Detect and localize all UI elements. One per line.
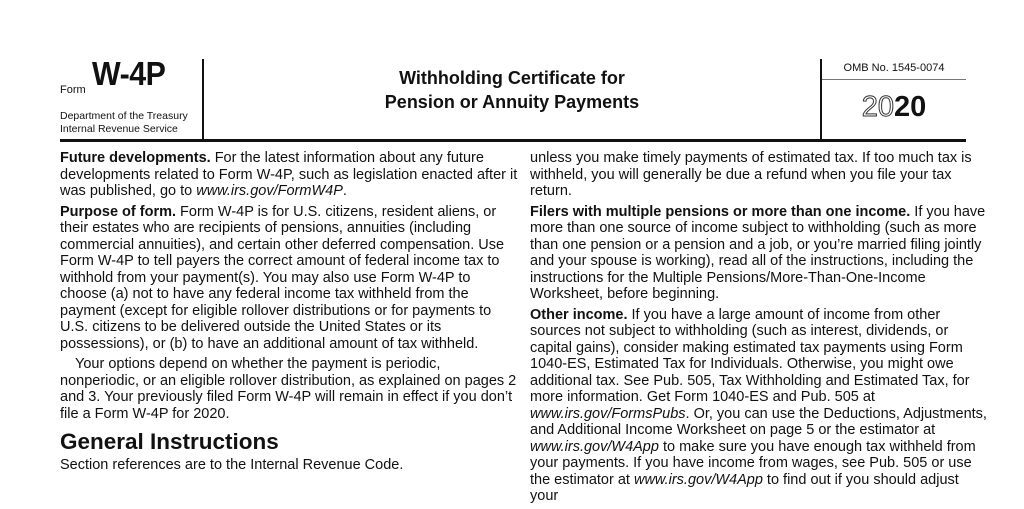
omb-divider <box>822 79 966 80</box>
other-income-heading: Other income. <box>530 306 628 323</box>
future-developments-heading: Future developments. <box>60 150 211 166</box>
filers-heading: Filers with multiple pensions or more than one income. <box>530 203 911 220</box>
tax-year <box>822 91 966 124</box>
tax-year-outline: 20 <box>861 91 894 123</box>
header-bottom-rule <box>60 139 966 142</box>
future-developments-paragraph <box>60 150 520 200</box>
continued-paragraph: unless you make timely payments of estimated tax. If too much tax is withheld, you will generally be due a refund when you file your tax return. <box>530 150 972 199</box>
form-title-line-2: Pension or Annuity Payments <box>384 92 640 112</box>
other-income-text-3: to make sure you have enough tax withheld from your payments. If you have income from wages, see Pub. 505 or use the estimator at <box>530 438 976 488</box>
department-line-2: Internal Revenue Service <box>60 123 178 135</box>
future-developments-text: For the latest information about any future developments related to Form W-4P, such as legislation enacted after it was published, go to <box>60 150 518 199</box>
other-income-paragraph <box>530 307 990 505</box>
form-title <box>204 66 820 114</box>
other-income-text-2: . Or, you can use the Deductions, Adjustments, and Additional Income Worksheet on page 5 or the estimator at <box>530 405 987 438</box>
department-block <box>60 110 188 136</box>
general-instructions-heading: General Instructions <box>60 429 279 454</box>
forms-pubs-link[interactable]: www.irs.gov/FormsPubs <box>530 405 686 422</box>
section-references: Section references are to the Internal Revenue Code. <box>60 457 404 473</box>
future-developments-link[interactable]: www.irs.gov/FormW4P <box>196 183 343 199</box>
purpose-heading: Purpose of form. <box>60 203 177 220</box>
w4app-link[interactable]: www.irs.gov/W4App <box>530 438 659 455</box>
form-title-line-1: Withholding Certificate for <box>399 68 625 88</box>
purpose-text: Form W-4P is for U.S. citizens, resident aliens, or their estates who are recipients of pensions, annuities (including commercial annuities), and certain other deferred compensation. Use Form W-4P to tell payers the correct amount of federal income tax to withhold from your payment(s). You may also use Form W-4P to choose (a) not to have any federal income tax withheld from the payment (except for eligible rollover distributions or for payments to U.S. citizens to be delivered outside the United States or its possessions), or (b) to have an additional amount of tax withheld. <box>60 203 505 352</box>
right-column <box>530 150 990 509</box>
other-income-text-1: If you have a large amount of income from other sources not subject to withholding (such as interest, dividends, or capital gains), consider making estimated tax payments using Form 1040-ES, Estimated Tax for Individuals. Otherwise, you might owe additional tax. See Pub. 505, Tax Withholding and Estimated Tax, for more information. Get Form 1040-ES and Pub. 505 at <box>530 306 970 405</box>
tax-year-bold: 20 <box>894 91 927 123</box>
omb-number: OMB No. 1545-0074 <box>843 62 945 74</box>
department-line-1: Department of the Treasury <box>60 110 188 122</box>
filers-paragraph <box>530 204 990 303</box>
filers-text: If you have more than one source of income subject to withholding (such as more than one pension or a pension and a job, or you’re married filing jointly and your spouse is working), read all of the instructions, including the instructions for the Multiple Pensions/More-Than-One-Income Worksheet, before beginning. <box>530 203 986 302</box>
form-label: Form <box>60 84 86 96</box>
other-income-text-4: to find out if you should adjust your <box>530 471 959 504</box>
future-developments-end: . <box>342 183 347 199</box>
left-column <box>60 150 520 478</box>
options-paragraph: Your options depend on whether the payment is periodic, nonperiodic, or an eligible rollover distribution, as explained on pages 2 and 3. Your previously filed Form W-4P will remain in effect if you don’t file a Form W-4P for 2020. <box>60 356 517 422</box>
form-number: W-4P <box>92 55 166 92</box>
w4app-link-2[interactable]: www.irs.gov/W4App <box>633 471 763 488</box>
purpose-paragraph <box>60 204 520 353</box>
